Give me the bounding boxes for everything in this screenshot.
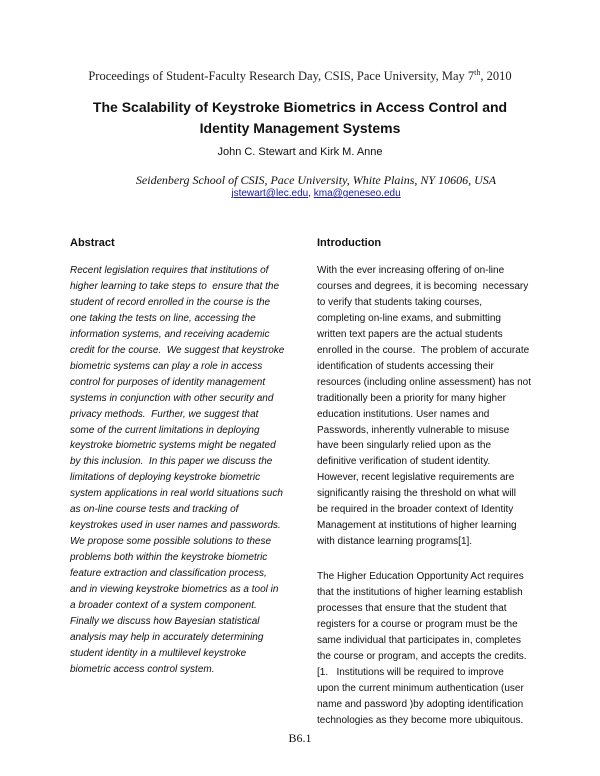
email-link-anne[interactable]: kma@geneseo.edu (313, 188, 401, 199)
introduction-line: resources (including online assessment) has not (317, 376, 531, 388)
paper-title: The Scalability of Keystroke Biometrics in Access Control and Identity Management Systems (92, 99, 508, 136)
introduction-line: Management at institutions of higher learning (317, 520, 517, 532)
abstract-line: student of record enrolled in the course is the (70, 296, 271, 308)
proceedings-year: , 2010 (480, 69, 512, 83)
email-separator: , (308, 188, 314, 199)
abstract-line: and in viewing keystroke biometrics as a tool in (70, 584, 279, 596)
abstract-line: information systems, and receiving academic (70, 328, 270, 340)
introduction-line: However, recent legislative requirements are (317, 472, 515, 484)
introduction-heading: Introduction (317, 237, 382, 249)
introduction-line: The Higher Education Opportunity Act requires (317, 571, 524, 583)
abstract-line: a broader context of a system component. (70, 600, 257, 612)
abstract-line: problems both within the keystroke biometric (70, 552, 268, 564)
introduction-line: written text papers are the actual students (317, 328, 503, 340)
abstract-line: by this inclusion. In this paper we discuss the (70, 456, 273, 468)
abstract-line: credit for the course. We suggest that keystroke (70, 344, 285, 356)
introduction-line: with distance learning programs[1]. (317, 536, 473, 548)
proceedings-date-suffix: th (474, 67, 481, 77)
abstract-line: some of the current limitations in deploying (70, 424, 260, 436)
abstract-line: control for purposes of identity management (70, 376, 266, 388)
introduction-line: technologies as they become more ubiquitous. (317, 714, 524, 726)
abstract-line: systems in conjunction with other security and (70, 392, 274, 404)
email-link-stewart[interactable]: jstewart@lec.edu (231, 188, 309, 199)
abstract-line: higher learning to take steps to ensure that the (70, 280, 280, 292)
introduction-line: definitive verification of student identity. (317, 456, 491, 468)
introduction-line: same individual that participates in, completes (317, 634, 521, 646)
abstract-line: student identity in a multilevel keystroke (70, 647, 247, 659)
introduction-line: With the ever increasing offering of on-line (317, 265, 505, 276)
abstract-line: one taking the tests on line, accessing the (70, 312, 256, 324)
abstract-line: Recent legislation requires that institutions of (70, 265, 269, 276)
introduction-line: traditionally been a priority for many higher (317, 392, 506, 404)
abstract-line: limitations of deploying keystroke biometric (70, 472, 261, 484)
introduction-line: to verify that students taking courses, (317, 296, 483, 308)
introduction-line: completing on-line exams, and submitting (317, 312, 501, 324)
introduction-line: processes that ensure that the student that (317, 603, 507, 615)
paper-authors: John C. Stewart and Kirk M. Anne (217, 146, 383, 158)
abstract-heading: Abstract (70, 237, 115, 249)
introduction-line: enrolled in the course. The problem of accurate (317, 344, 530, 356)
introduction-line: be required in the broader context of Identity (317, 504, 514, 516)
abstract-line: feature extraction and classification process, (70, 568, 267, 580)
abstract-line: We propose some possible solutions to these (70, 536, 272, 548)
introduction-line: significantly raising the threshold on what will (317, 488, 516, 500)
abstract-line: keystrokes used in user names and passwords. (70, 520, 281, 532)
introduction-line: name and password )by adopting identification (317, 698, 524, 710)
introduction-line: education institutions. User names and (317, 408, 490, 420)
introduction-line: the course or program, and accepts the credits. (317, 650, 527, 662)
abstract-line: as on-line course tests and tracking of (70, 504, 239, 516)
introduction-line: have been singularly relied upon as the (317, 440, 492, 452)
introduction-paragraph-1 (317, 263, 529, 550)
author-affiliation: Seidenberg School of CSIS, Pace University, White Plains, NY 10606, USA (135, 173, 497, 187)
abstract-line: system applications in real world situations such (70, 488, 283, 500)
abstract-line: privacy methods. Further, we suggest that (70, 408, 259, 420)
introduction-line: courses and degrees, it is becoming necessary (317, 280, 529, 292)
proceedings-header (0, 69, 600, 84)
introduction-paragraph-2 (317, 569, 529, 729)
introduction-line: that the institutions of higher learning establish (317, 587, 523, 599)
abstract-line: biometric systems can play a role in access (70, 360, 263, 372)
abstract-line: keystroke biometric systems might be negated (70, 440, 276, 452)
introduction-line: Passwords, inherently vulnerable to misuse (317, 424, 510, 436)
proceedings-text: Proceedings of Student-Faculty Research Day, CSIS, Pace University, May 7 (88, 69, 475, 83)
abstract-body (70, 263, 296, 678)
abstract-line: analysis may help in accurately determining (70, 631, 264, 643)
introduction-line: registers for a course or program must be the (317, 619, 518, 631)
introduction-line: identification of students accessing their (317, 360, 494, 372)
abstract-line: Finally we discuss how Bayesian statistical (70, 615, 260, 627)
author-emails (0, 188, 600, 199)
abstract-line: biometric access control system. (70, 663, 215, 675)
page-number: B6.1 (288, 731, 312, 745)
introduction-body (317, 263, 529, 729)
introduction-line: [1. Institutions will be required to improve (317, 666, 504, 678)
introduction-line: upon the current minimum authentication (user (317, 682, 524, 694)
